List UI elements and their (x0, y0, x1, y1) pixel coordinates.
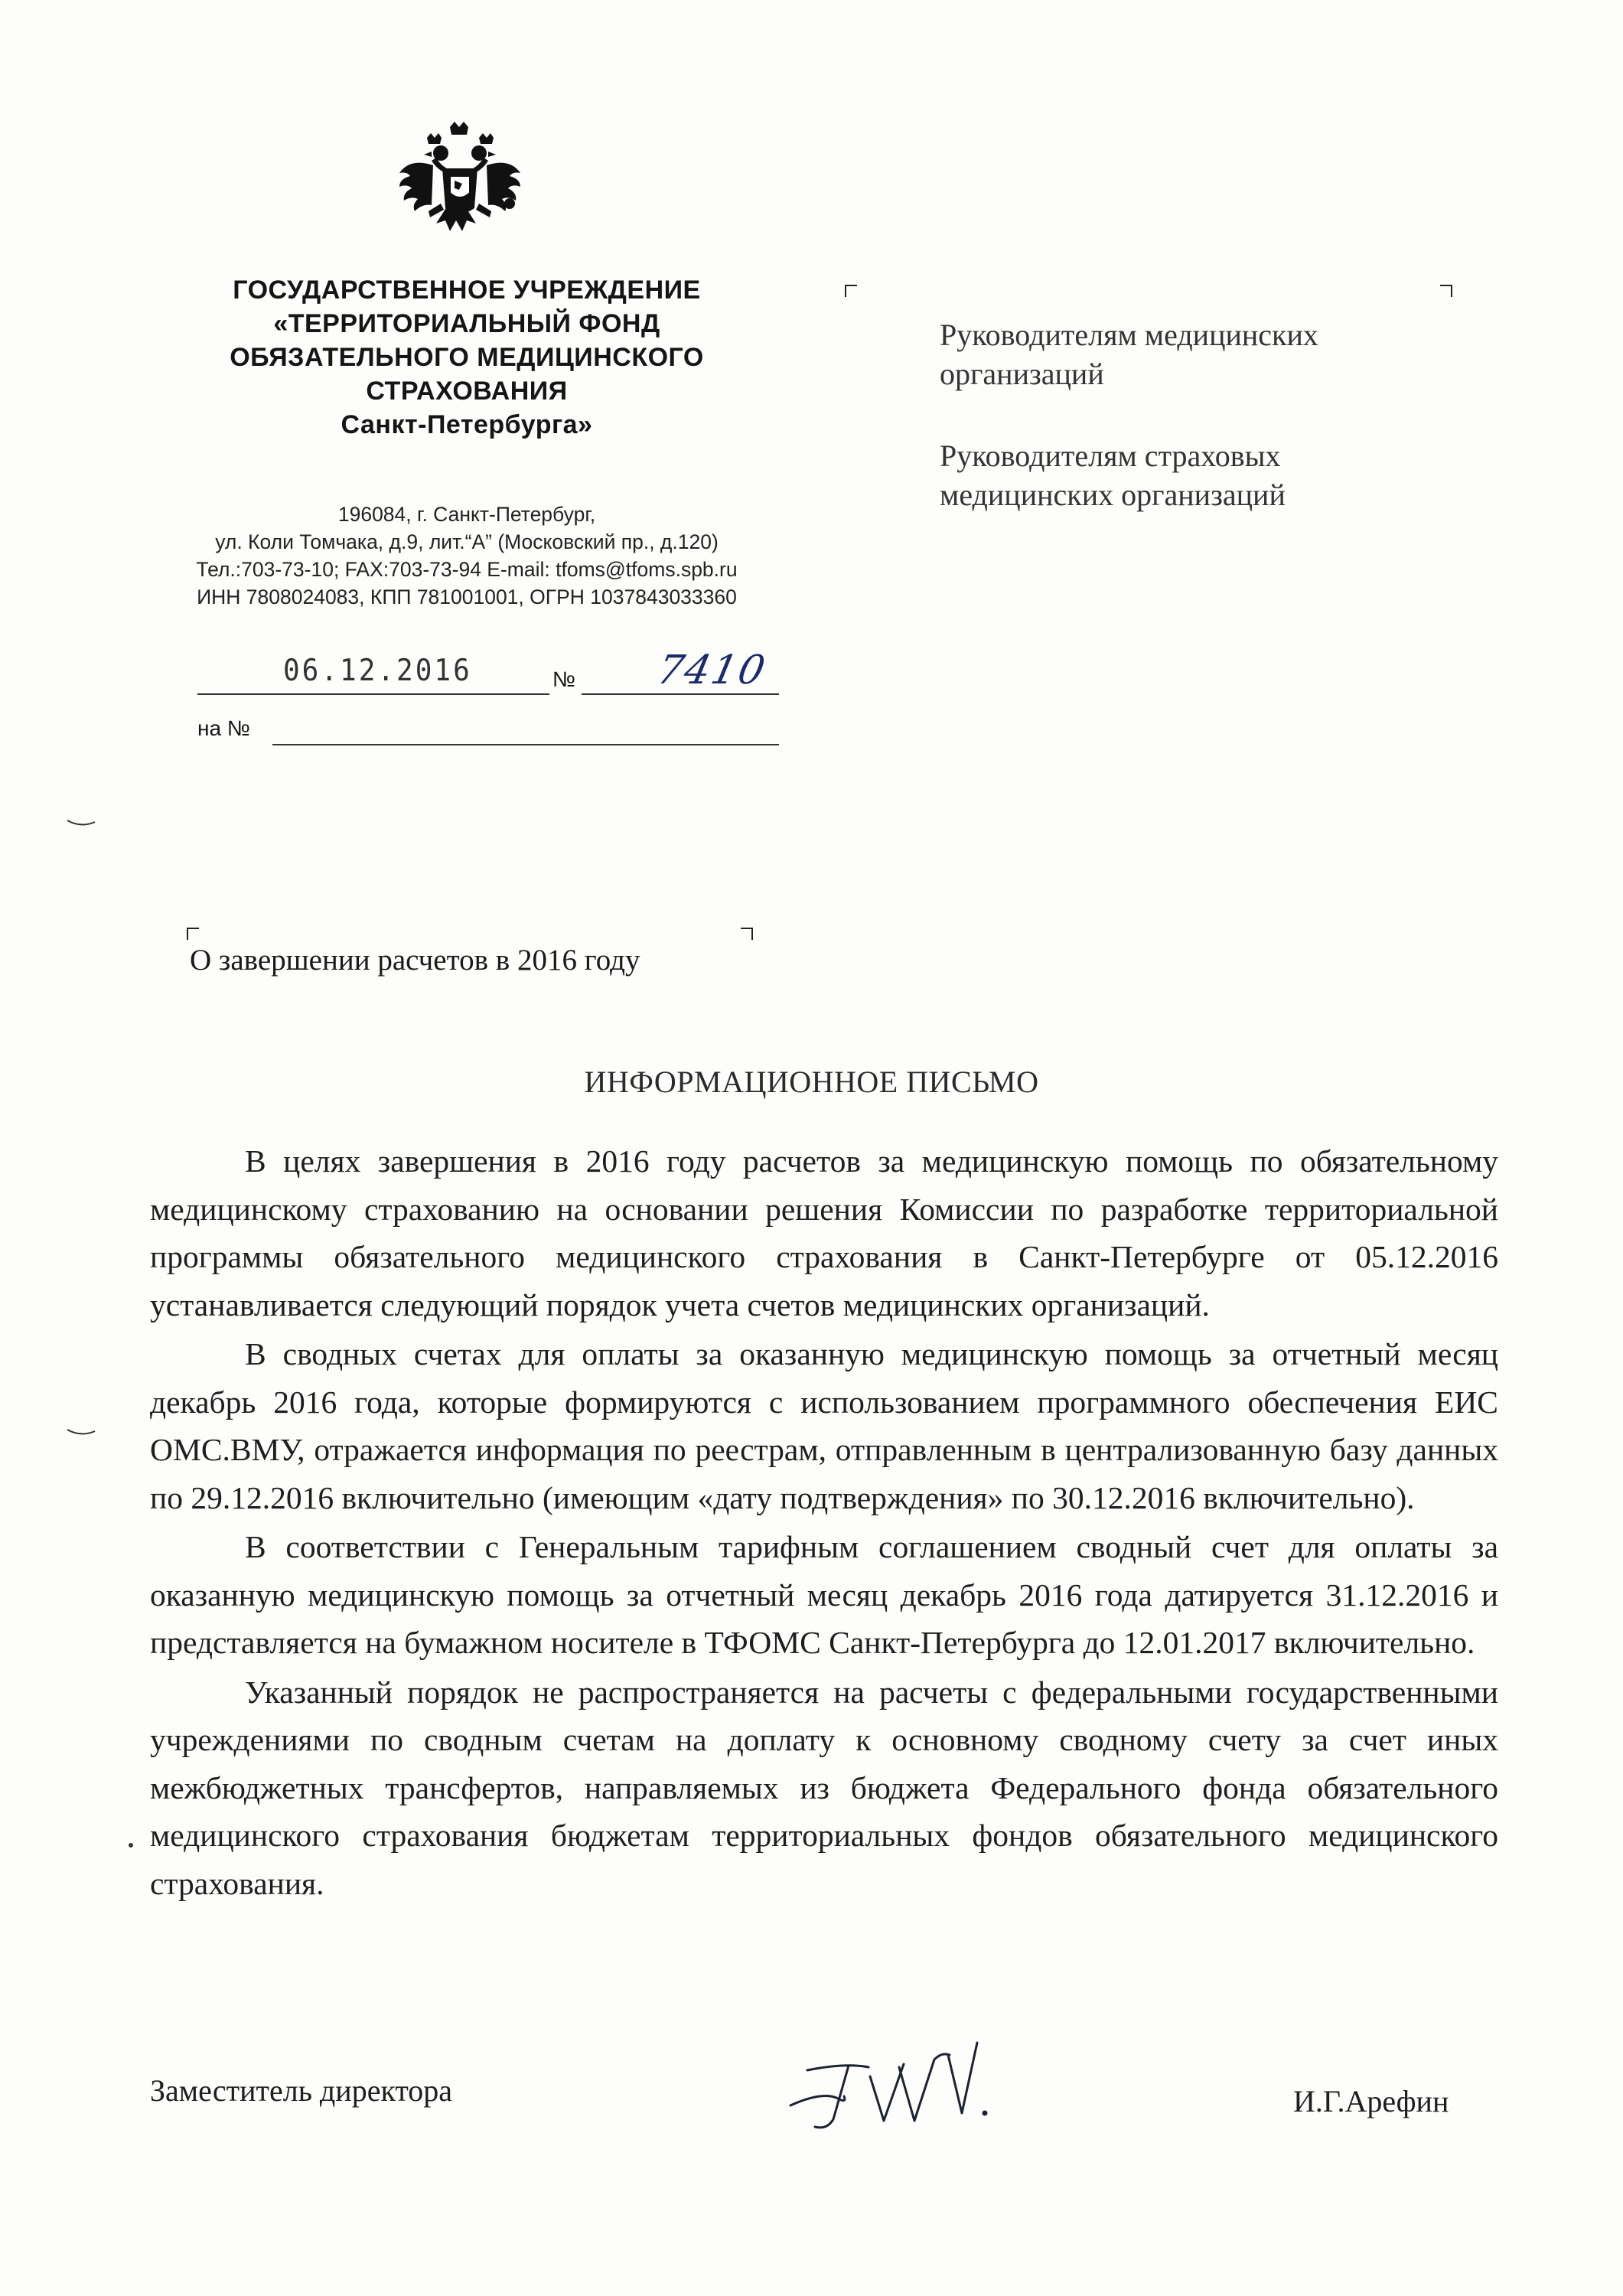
org-name-line-4: СТРАХОВАНИЯ (366, 377, 568, 406)
address-line-2: ул. Коли Томчака, д.9, лит.“А” (Московский пр., д.120) (215, 530, 719, 553)
addressee-corner-right (1440, 285, 1452, 297)
handwritten-signature-icon (784, 2040, 1014, 2131)
body-paragraph-3: В соответствии с Генеральным тарифным соглашением сводный счет для оплаты за оказанную медицинскую помощь за отчетный месяц декабрь 2016 года датируется 31.12.2016 и представляется на бумажном носителе в ТФОМС Санкт-Петербурга до 12.01.2017 включительно. (150, 1529, 1498, 1660)
addressee-corner-left (845, 285, 857, 297)
addressee-2-line-2: медицинских организаций (940, 478, 1286, 512)
letter-body (150, 1137, 1498, 1907)
reply-to-underline (272, 744, 779, 745)
addressee-1-line-2: организаций (940, 357, 1104, 391)
body-paragraph-1: В целях завершения в 2016 году расчетов за медицинскую помощь по обязательному медицинскому страхованию на основании решения Комиссии по разработке территориальной программы обязательного медицинского страхования в Санкт-Петербурге от 05.12.2016 устанавливается следующий порядок учета счетов медицинских организаций. (150, 1143, 1498, 1322)
scan-artifact-mark-1 (66, 817, 96, 833)
scan-artifact-mark-2 (66, 1427, 96, 1443)
reply-to-label: на № (197, 716, 250, 740)
addressee-1-line-1: Руководителям медицинских (940, 318, 1318, 352)
document-title: ИНФОРМАЦИОННОЕ ПИСЬМО (584, 1065, 1039, 1099)
address-line-1: 196084, г. Санкт-Петербург, (337, 503, 596, 526)
org-name-line-5: Санкт-Петербурга» (341, 410, 593, 439)
body-paragraph-4: Указанный порядок не распространяется на расчеты с федеральными государственными учреждениями по сводным счетам на доплату к основному сводному счету за счет иных межбюджетных трансфертов, направляемых из бюджета Федерального фонда обязательного медицинского страхования бюджетам территориальных фондов обязательного медицинского страхования. (150, 1674, 1498, 1901)
scan-artifact-dot (129, 1843, 133, 1848)
coat-of-arms-emblem-icon (396, 121, 523, 246)
addressee-2 (940, 436, 1521, 514)
addressee-1 (940, 315, 1521, 393)
registration-date: 06.12.2016 (283, 653, 472, 689)
date-underline (197, 693, 549, 695)
body-paragraph-2: В сводных счетах для оплаты за оказанную медицинскую помощь за отчетный месяц декабрь 2016 года, которые формируются с использованием программного обеспечения ЕИС ОМС.ВМУ, отражается информация по реестрам, отправленным в централизованную базу данных по 29.12.2016 включительно (имеющим «дату подтверждения» по 30.12.2016 включительно). (150, 1336, 1498, 1515)
org-name-line-2: «ТЕРРИТОРИАЛЬНЫЙ ФОНД (273, 309, 660, 338)
contacts-line: Тел.:703-73-10; FAX:703-73-94 E-mail: tfoms@tfoms.spb.ru (196, 558, 738, 581)
subject-corner-left (187, 928, 199, 940)
number-underline (582, 693, 779, 695)
number-label: № (552, 667, 576, 691)
org-name-line-1: ГОСУДАРСТВЕННОЕ УЧРЕЖДЕНИЕ (233, 276, 701, 305)
subject-corner-right (741, 928, 753, 940)
org-name-line-3: ОБЯЗАТЕЛЬНОГО МЕДИЦИНСКОГО (230, 343, 704, 372)
signatory-position: Заместитель директора (150, 2073, 453, 2108)
signatory-name: И.Г.Арефин (1293, 2084, 1449, 2118)
registration-number: 7410 (653, 647, 771, 693)
letter-subject: О завершении расчетов в 2016 году (190, 944, 640, 977)
addressee-2-line-1: Руководителям страховых (940, 439, 1281, 473)
requisites-line: ИНН 7808024083, КПП 781001001, ОГРН 1037843033360 (197, 585, 737, 608)
